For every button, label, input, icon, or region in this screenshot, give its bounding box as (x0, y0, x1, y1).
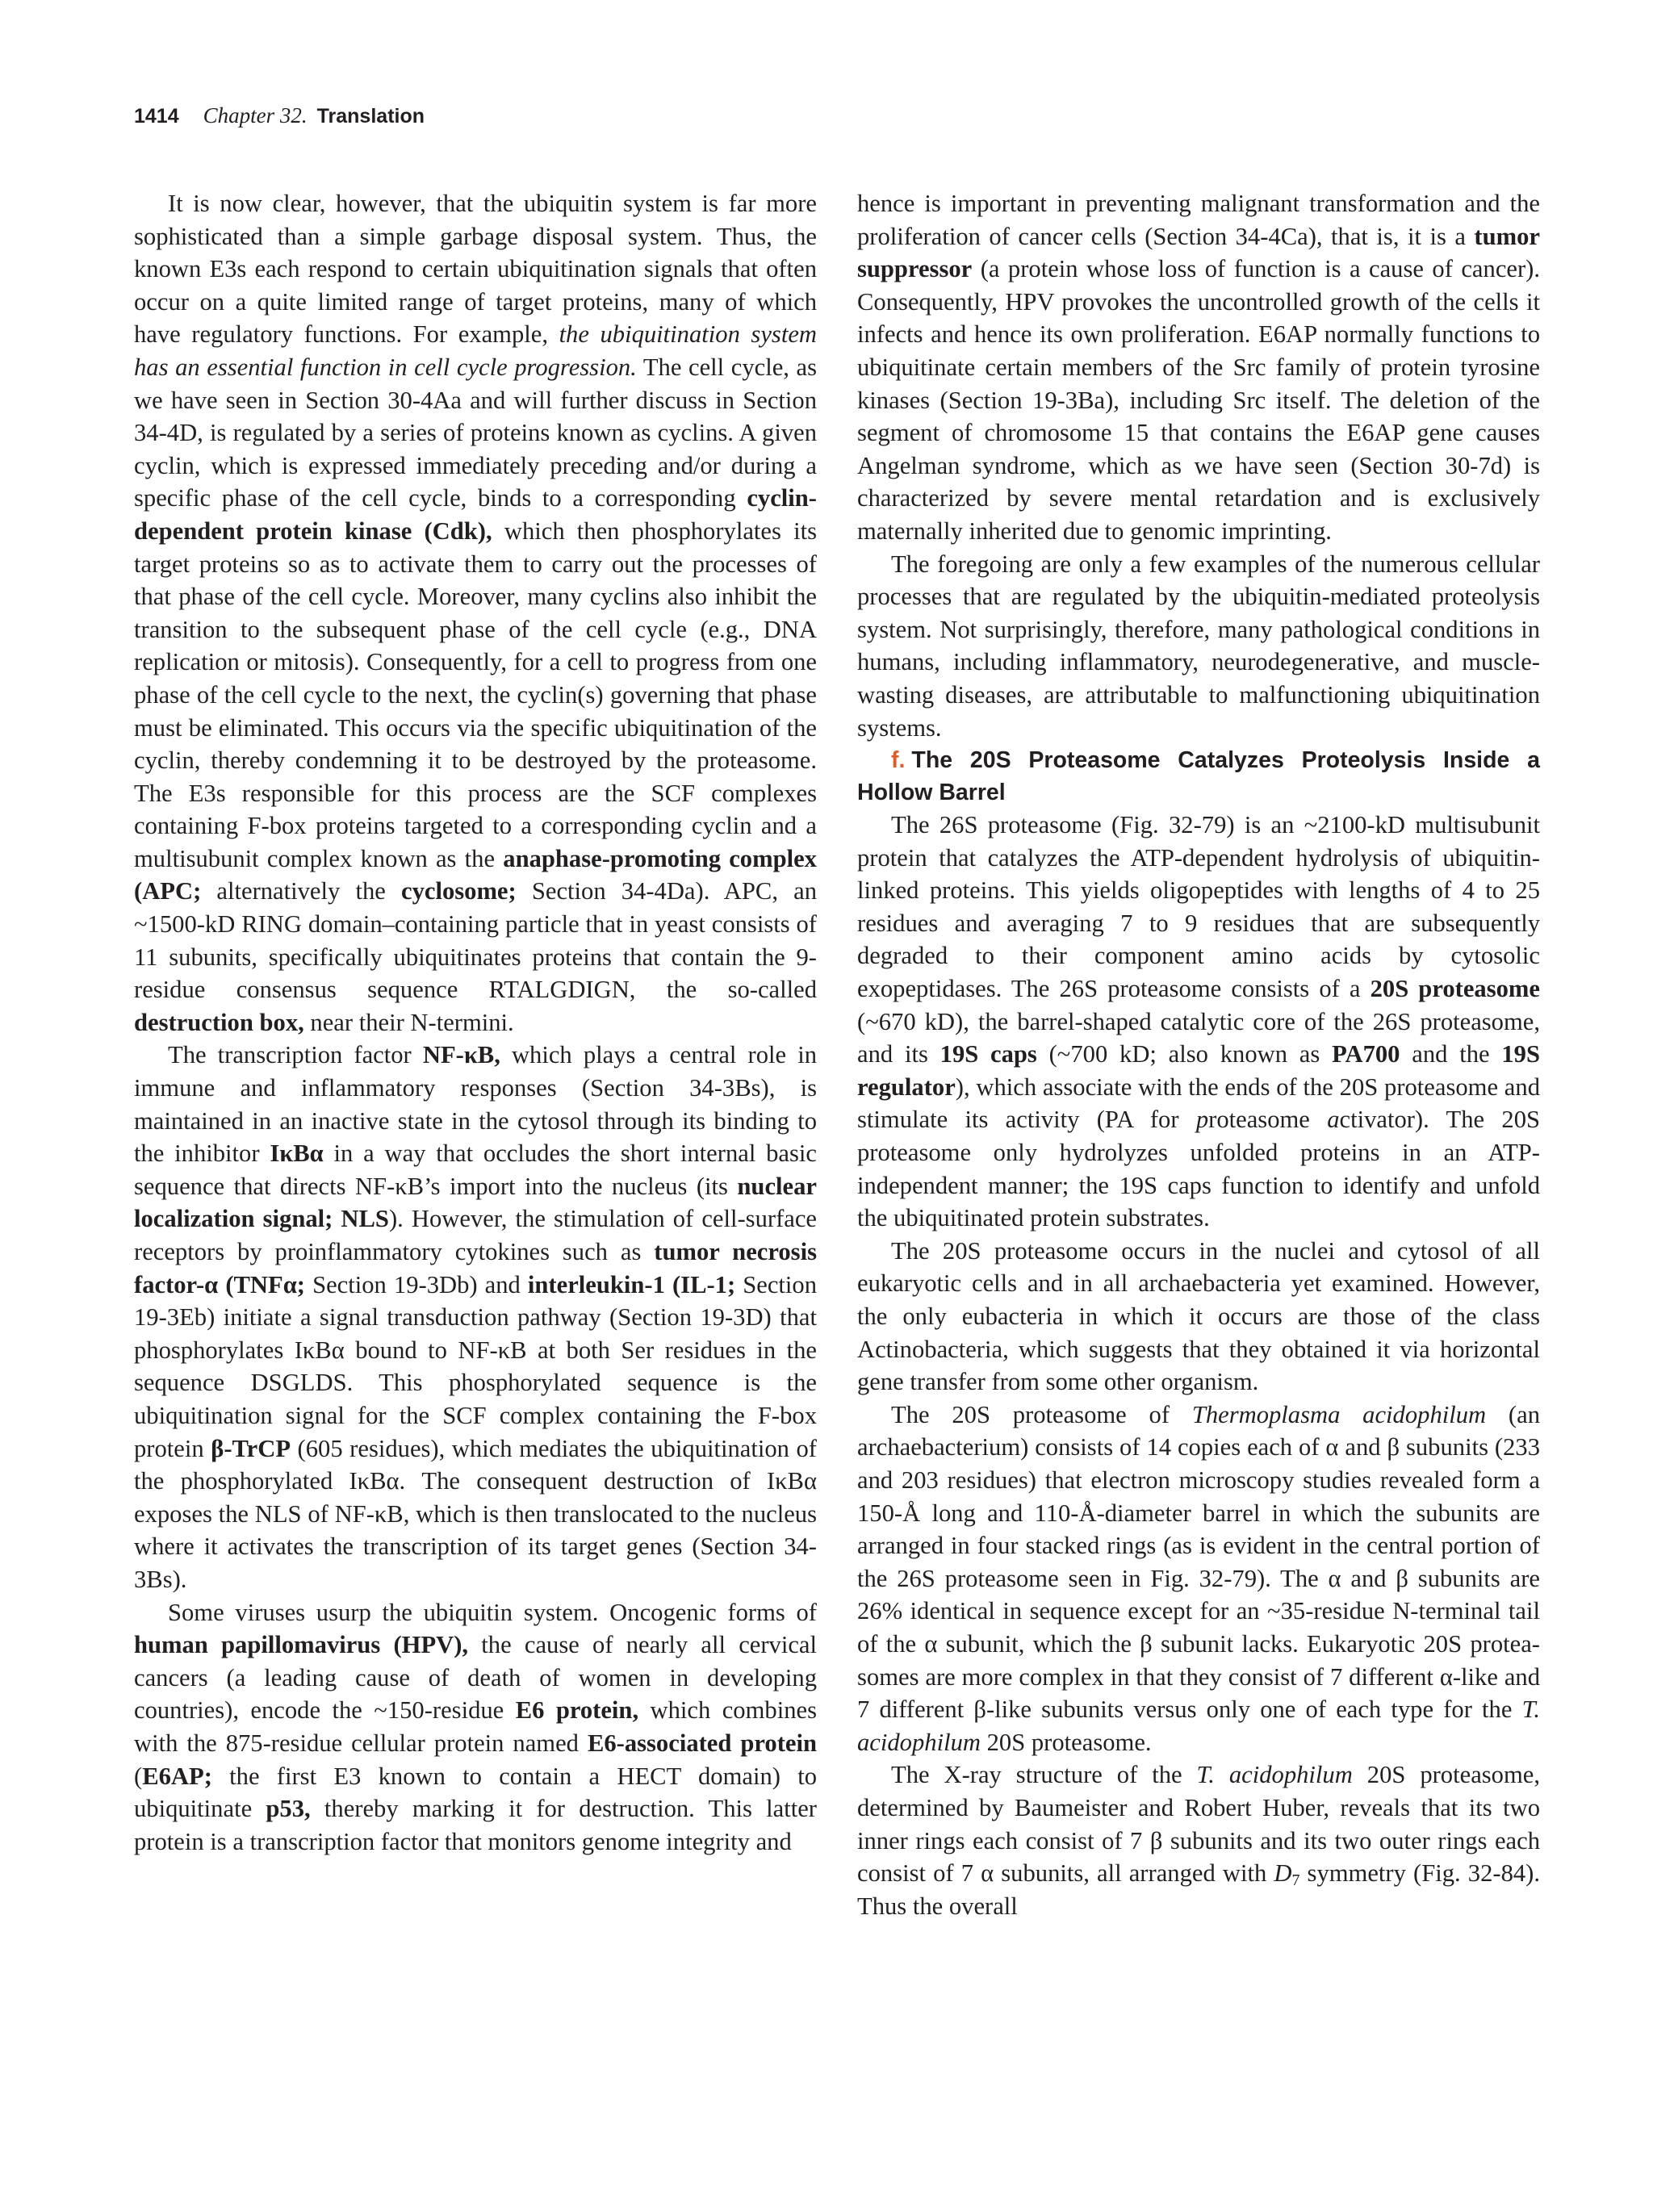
paragraph-foregoing-examples: The foregoing are only a few examples of the numerous cellular processes that are regulated by the ubiquitin-mediated proteolysis system. Not surprisingly, therefore, many pathological conditions in humans, including inflammatory, neurodegenerative, and muscle-wasting diseases, are attributable to malfunctioning ubiquitination systems. (857, 550, 1540, 742)
section-title: The 20S Proteasome Catalyzes Proteolysis Inside a Hollow Barrel (857, 747, 1540, 806)
section-letter: f. (891, 747, 906, 774)
paragraph-26s-proteasome: The 26S proteasome (Fig. 32-79) is an ~2100-kD multisubunit protein that catalyzes the ATP-dependent hydrolysis of ubiquitin-linked proteins. This yields oligopeptides with lengths of 4 to 25 residues and averaging 7 to 9 residues that are subsequently degraded to their component amino acids by cytosolic exopeptidases. The 26S proteasome consists of a 20S proteasome (~670 kD), the barrel-shaped catalytic core of the 26S proteasome, and its 19S caps (~700 kD; also known as PA700 and the 19S regulator), which associate with the ends of the 20S proteasome and stimulate its activity (PA for proteasome activator). The 20S proteasome only hydrolyzes unfolded proteins in an ATP-independent manner; the 19S caps function to identify and unfold the ubiquitinated protein substrates. (857, 811, 1541, 1232)
paragraph-tumor-suppressor: hence is important in preventing malignant transformation and the proliferation of cancer cells (Section 34-4Ca), that is, it is a tumor suppressor (a protein whose loss of function is a cause of cancer). Consequently, HPV provokes the uncontrolled growth of the cells it infects and hence its own proliferation. E6AP normally functions to ubiquitinate certain members of the Src family of protein tyrosine kinases (Section 19-3Ba), including Src itself. The deletion of the segment of chromosome 15 that contains the E6AP gene causes Angelman syndrome, which as we have seen (Section 30-7d) is characterized by severe mental retardation and is exclusively maternally inherited due to genomic imprinting. (857, 190, 1540, 545)
paragraph-xray-structure: The X-ray structure of the T. acidophilum 20S proteasome, determined by Baumeister and Robert Huber, reveals that its two inner rings each consist of 7 β subunits and its two outer rings each consist of 7 α subunits, all arranged with $D_7$ symmetry (Fig. 32-84). Thus the overall (857, 1761, 1540, 1920)
paragraph-thermoplasma: The 20S proteasome of Thermoplasma acidophilum (an archaebacterium) consists of 14 copies each of α and β subunits (233 and 203 residues) that electron microscopy studies revealed form a 150-Å long and 110-Å-diameter barrel in which the subunits are arranged in four stacked rings (as is evident in the central portion of the 26S proteasome seen in Fig. 32-79). The α and β subunits are 26% identical in sequence except for an ~35-residue N-terminal tail of the α subunit, which the β subunit lacks. Eukaryotic 20S proteasomes are more complex in that they consist of 7 different α-like and 7 different β-like subunits versus only one of each type for the T. acidophilum 20S proteasome. (857, 1400, 1540, 1756)
running-header (134, 103, 425, 128)
section-heading (857, 744, 1540, 809)
right-column (857, 187, 1540, 1922)
paragraph-nf-kb: The transcription factor NF-κB, which plays a central role in immune and inflammatory responses (Section 34-3Bs), is maintained in an inactive state in the cytosol through its binding to the inhibitor IκBα in a way that occludes the short internal basic sequence that directs NF-κB’s import into the nucleus (its nuclear localization signal; NLS). However, the stimulation of cell-surface receptors by proinflammatory cytokines such as tumor necrosis factor-α (TNFα; Section 19-3Db) and interleukin-1 (IL-1; Section 19-3Eb) initiate a signal transduction pathway (Section 19-3D) that phosphorylates IκBα bound to NF-κB at both Ser residues in the sequence DSGLDS. This phosphorylated sequence is the ubiquitination signal for the SCF complex containing the F-box protein β-TrCP (605 residues), which mediates the ubiquitination of the phosphorylated IκBα. The consequent destruction of IκBα exposes the NLS of NF-κB, which is then translocated to the nucleus where it activates the transcription of its target genes (Section 34-3Bs). (134, 1041, 818, 1593)
left-column (134, 187, 817, 1858)
chapter-label: Chapter 32. (203, 103, 308, 128)
chapter-title: Translation (316, 105, 425, 128)
paragraph-viruses-hpv: Some viruses usurp the ubiquitin system. Oncogenic forms of human papillomavirus (HPV), the cause of nearly all cervical cancers (a leading cause of death of women in developing countries), encode the ~150-residue E6 protein, which combines with the 875-residue cellular protein named E6-associated protein (E6AP; the first E3 known to contain a HECT domain) to ubiquitinate p53, thereby marking it for destruction. This latter protein is a transcription factor that monitors genome integrity and (134, 1598, 817, 1855)
page-number: 1414 (134, 105, 179, 128)
paragraph-20s-occurrence: The 20S proteasome occurs in the nuclei and cytosol of all eukaryotic cells and in all archaebacteria yet examined. However, the only eubacteria in which it occurs are those of the class Actinobacteria, which suggests that they obtained it via horizontal gene transfer from some other organism. (857, 1236, 1540, 1396)
paragraph-ubiquitin-cell-cycle: It is now clear, however, that the ubiquitin system is far more sophisticated than a simple garbage disposal system. Thus, the known E3s each respond to certain ubiquitination signals that often occur on a quite limited range of target proteins, many of which have regulatory functions. For example, the ubiquitination system has an essential function in cell cycle progression. The cell cycle, as we have seen in Section 30-4Aa and will further discuss in Section 34-4D, is regulated by a series of proteins known as cyclins. A given cyclin, which is expressed immediately preceding and/or during a specific phase of the cell cycle, binds to a corresponding cyclin-dependent protein kinase (Cdk), which then phosphorylates its target proteins so as to activate them to carry out the processes of that phase of the cell cycle. Moreover, many cyclins also inhibit the transition to the subsequent phase of the cell cycle (e.g., DNA replication or mitosis). Consequently, for a cell to progress from one phase of the cell cycle to the next, the cyclin(s) governing that phase must be eliminated. This occurs via the specific ubiquitination of the cyclin, thereby condemning it to be destroyed by the proteasome. The E3s responsible for this process are the SCF complexes containing F-box proteins targeted to a corresponding cyclin and a multisubunit complex known as the anaphase-promoting complex (APC; alternatively the cyclosome; Section 34-4Da). APC, an ~1500-kD RING domain–containing particle that in yeast consists of 11 subunits, specifically ubiquitinates proteins that contain the 9-residue consensus sequence RTALGDIGN, the so-called destruction box, near their N-termini. (134, 190, 818, 1036)
